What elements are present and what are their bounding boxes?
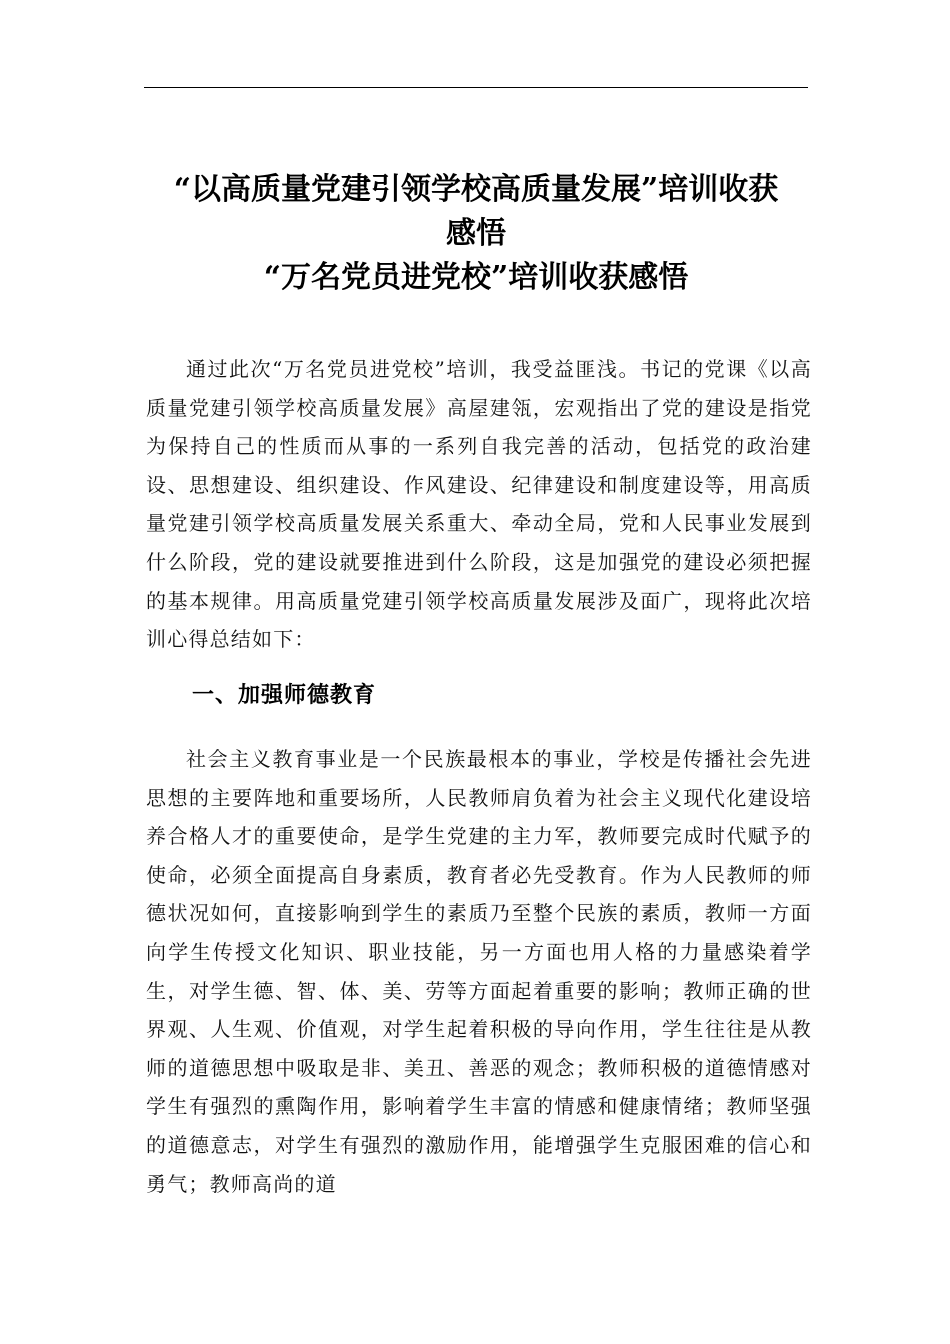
header-rule: [144, 87, 808, 88]
intro-paragraph: 通过此次“万名党员进党校”培训，我受益匪浅。书记的党课《以高质量党建引领学校高质量发展》高屋建瓴，宏观指出了党的建设是指党为保持自己的性质而从事的一系列自我完善的活动，包括党的政治建设、思想建设、组织建设、作风建设、纪律建设和制度建设等，用高质量党建引领学校高质量发展关系重大、牵动全局，党和人民事业发展到什么阶段，党的建设就要推进到什么阶段，这是加强党的建设必须把握的基本规律。用高质量党建引领学校高质量发展涉及面广，现将此次培训心得总结如下：: [146, 357, 812, 652]
body-paragraph: 社会主义教育事业是一个民族最根本的事业，学校是传播社会先进思想的主要阵地和重要场所，人民教师肩负着为社会主义现代化建设培养合格人才的重要使命，是学生党建的主力军，教师要完成时代赋予的使命，必须全面提高自身素质，教育者必先受教育。作为人民教师的师德状况如何，直接影响到学生的素质乃至整个民族的素质，教师一方面向学生传授文化知识、职业技能，另一方面也用人格的力量感染着学生，对学生德、智、体、美、劳等方面起着重要的影响；教师正确的世界观、人生观、价值观，对学生起着积极的导向作用，学生往往是从教师的道德思想中吸取是非、美丑、善恶的观念；教师积极的道德情感对学生有强烈的熏陶作用，影响着学生丰富的情感和健康情绪；教师坚强的道德意志，对学生有强烈的激励作用，能增强学生克服困难的信心和勇气；教师高尚的道: [146, 747, 812, 1196]
document-title: [144, 168, 808, 300]
title-line-1: “以高质量党建引领学校高质量发展”培训收获: [173, 172, 779, 207]
title-line-2: 感悟: [446, 216, 506, 251]
title-line-3: “万名党员进党校”培训收获感悟: [263, 260, 689, 295]
section-heading: 一、加强师德教育: [192, 683, 377, 708]
